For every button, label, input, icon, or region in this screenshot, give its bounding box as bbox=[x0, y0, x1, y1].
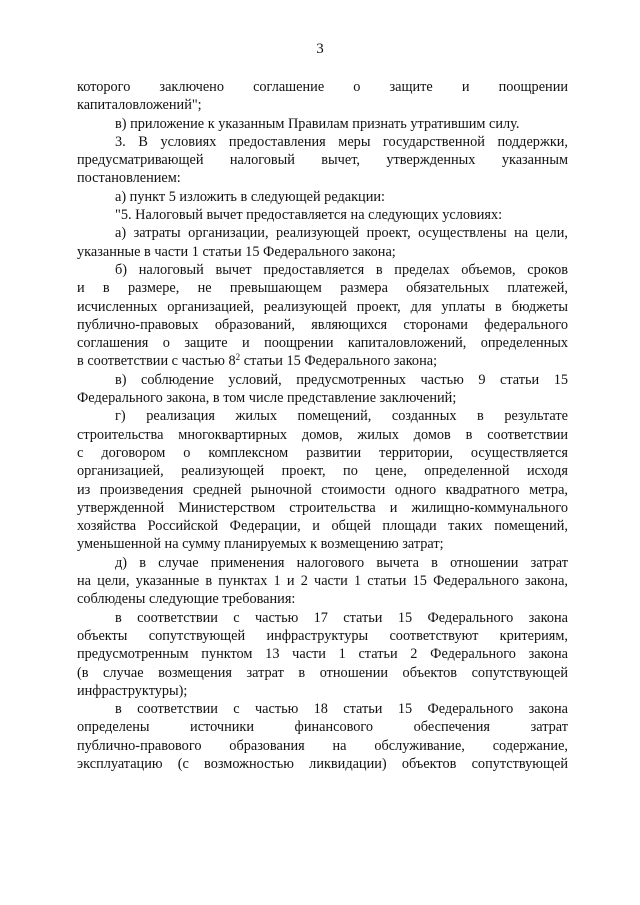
text-line: публично-правового образования на обслуживание, содержание, bbox=[77, 737, 568, 754]
text-line: предусмотренным пунктом 13 части 1 статьи 2 Федерального закона bbox=[77, 646, 568, 663]
paragraph-item-v-appendix bbox=[77, 115, 568, 133]
text-line: объекты сопутствующей инфраструктуры соответствуют критериям, bbox=[77, 627, 568, 644]
text-fragment: статьи 15 Федерального закона; bbox=[243, 353, 438, 370]
text-fragment: в соответствии с частью 8 bbox=[77, 353, 236, 370]
text-line: в соответствии с частью 17 статьи 15 Федерального закона bbox=[115, 609, 568, 626]
text-line: строительства многоквартирных домов, жилых домов в соответствии bbox=[77, 426, 568, 443]
text-line: эксплуатацию (с возможностью ликвидации) объектов сопутствующей bbox=[77, 755, 568, 772]
text-line: Федерального закона, в том числе представление заключений; bbox=[77, 390, 457, 407]
paragraph-sub-g bbox=[77, 407, 568, 553]
text-line: инфраструктуры); bbox=[77, 682, 188, 699]
text-line bbox=[77, 352, 568, 370]
page-number: 3 bbox=[316, 41, 324, 57]
text-line: публично-правовых образований, являющихся сторонами федерального bbox=[77, 316, 568, 333]
text-line: определены источники финансового обеспечения затрат bbox=[77, 719, 568, 736]
superscript: 2 bbox=[235, 352, 241, 363]
paragraph-sub-d bbox=[77, 554, 568, 609]
text-line: организацией, реализующей проект, по цене, определенной исходя bbox=[77, 463, 568, 480]
text-line: которого заключено соглашение о защите и поощрении bbox=[77, 79, 568, 95]
text-line: а) пункт 5 изложить в следующей редакции: bbox=[115, 188, 385, 205]
text-line: в соответствии с частью 18 статьи 15 Федерального закона bbox=[115, 701, 568, 718]
paragraph-sub-b bbox=[77, 261, 568, 371]
text-line: уменьшенной на сумму планируемых к возмещению затрат; bbox=[77, 536, 444, 553]
paragraph-continuation bbox=[77, 78, 568, 115]
paragraph-sub-a bbox=[77, 224, 568, 261]
text-line: с договором о комплексном развитии территории, осуществляется bbox=[77, 444, 568, 461]
text-line: б) налоговый вычет предоставляется в пределах объемов, сроков bbox=[115, 261, 568, 278]
document-body bbox=[77, 78, 568, 773]
paragraph-requirement-17 bbox=[77, 609, 568, 700]
paragraph-clause-5 bbox=[77, 206, 568, 224]
text-line: в) приложение к указанным Правилам признать утратившим силу. bbox=[115, 115, 520, 132]
text-line: г) реализация жилых помещений, созданных в результате bbox=[115, 408, 568, 425]
paragraph-requirement-18 bbox=[77, 700, 568, 773]
text-line: а) затраты организации, реализующей проект, осуществлены на цели, bbox=[115, 225, 568, 242]
text-line: д) в случае применения налогового вычета в отношении затрат bbox=[115, 554, 568, 571]
paragraph-sub-v bbox=[77, 371, 568, 408]
text-line: (в случае возмещения затрат в отношении объектов сопутствующей bbox=[77, 664, 568, 681]
text-line: на цели, указанные в пунктах 1 и 2 части 1 статьи 15 Федерального закона, bbox=[77, 573, 568, 590]
text-line: утвержденной Министерством строительства и жилищно-коммунального bbox=[77, 499, 568, 516]
text-line: хозяйства Российской Федерации, и общей площади таких помещений, bbox=[77, 518, 568, 535]
text-line: "5. Налоговый вычет предоставляется на следующих условиях: bbox=[115, 207, 503, 224]
text-line: из произведения средней рыночной стоимости одного квадратного метра, bbox=[77, 481, 568, 498]
text-line: соблюдены следующие требования: bbox=[77, 591, 296, 608]
text-line: предусматривающей налоговый вычет, утвержденных указанным bbox=[77, 152, 568, 169]
text-line: в) соблюдение условий, предусмотренных частью 9 статьи 15 bbox=[115, 371, 568, 388]
paragraph-item-3 bbox=[77, 133, 568, 188]
paragraph-item-a-clause5 bbox=[77, 188, 568, 206]
text-line: указанные в части 1 статьи 15 Федерального закона; bbox=[77, 243, 396, 260]
text-line: и в размере, не превышающем размера обязательных платежей, bbox=[77, 280, 568, 297]
text-line: исчисленных организацией, реализующей проект, для уплаты в бюджеты bbox=[77, 298, 568, 315]
text-line: постановлением: bbox=[77, 170, 181, 187]
text-line: соглашения о защите и поощрении капиталовложений, определенных bbox=[77, 335, 568, 352]
text-line: капиталовложений"; bbox=[77, 97, 202, 114]
text-line: 3. В условиях предоставления меры государственной поддержки, bbox=[115, 133, 568, 150]
